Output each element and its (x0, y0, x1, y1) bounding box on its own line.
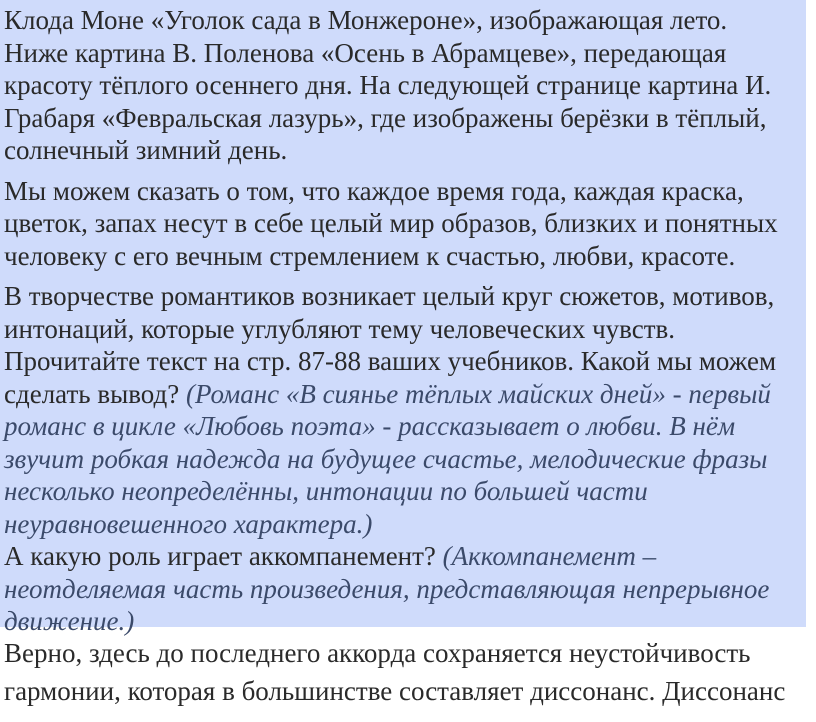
text-line: человеку с его вечным стремлением к счастью, любви, красоте. (4, 240, 736, 271)
text-line: солнечный зимний день. (4, 135, 288, 165)
highlighted-content (4, 4, 810, 638)
paragraph-seasons (4, 175, 810, 273)
text-line: Клода Моне «Уголок сада в Монжероне», изображающая лето. (4, 5, 728, 35)
text-line (4, 378, 810, 411)
answer-line: романс в цикле «Любовь поэта» - рассказывает о любви. В нём (4, 411, 736, 441)
text-line: Прочитайте текст на стр. 87-88 ваших учебников. Какой мы можем (4, 346, 777, 376)
paragraph-dissonance (4, 634, 814, 710)
answer-line: неотделяемая часть произведения, представляющая непрерывное (4, 573, 770, 604)
text-line: Грабаря «Февральская лазурь», где изображены берёзки в тёплый, (4, 102, 767, 133)
paragraph-accompaniment (4, 540, 810, 638)
answer-line: движение.) (4, 606, 135, 636)
paragraph-monet (4, 4, 810, 167)
text-line: Мы можем сказать о том, что каждое время года, каждая краска, (4, 175, 744, 206)
text-line: интонаций, которые углубляют тему человеческих чувств. (4, 313, 676, 344)
question-text: А какую роль играет аккомпанемент? (4, 541, 443, 571)
paragraph-romantics (4, 280, 810, 540)
answer-text: (Романс «В сиянье тёплых майских дней» - первый (185, 378, 771, 409)
answer-line: звучит робкая надежда на будущее счастье, мелодические фразы (4, 443, 768, 474)
answer-text: (Аккомпанемент – (442, 541, 657, 571)
answer-line: несколько неопределённы, интонации по большей части (4, 476, 648, 506)
text-line: гармонии, которая в большинстве составляет диссонанс. Диссонанс (4, 676, 786, 706)
question-text: сделать вывод? (4, 378, 186, 409)
text-line: красоту тёплого осеннего дня. На следующей странице картина И. (4, 70, 772, 100)
text-line: Верно, здесь до последнего аккорда сохраняется неустойчивость (4, 638, 751, 668)
text-line (4, 540, 810, 573)
answer-line: неуравновешенного характера.) (4, 508, 373, 539)
text-line: В творчестве романтиков возникает целый круг сюжетов, мотивов, (4, 281, 775, 311)
text-line: Ниже картина В. Поленова «Осень в Абрамцеве», передающая (4, 37, 727, 68)
text-line: цветок, запах несут в себе целый мир образов, близких и понятных (4, 208, 778, 238)
